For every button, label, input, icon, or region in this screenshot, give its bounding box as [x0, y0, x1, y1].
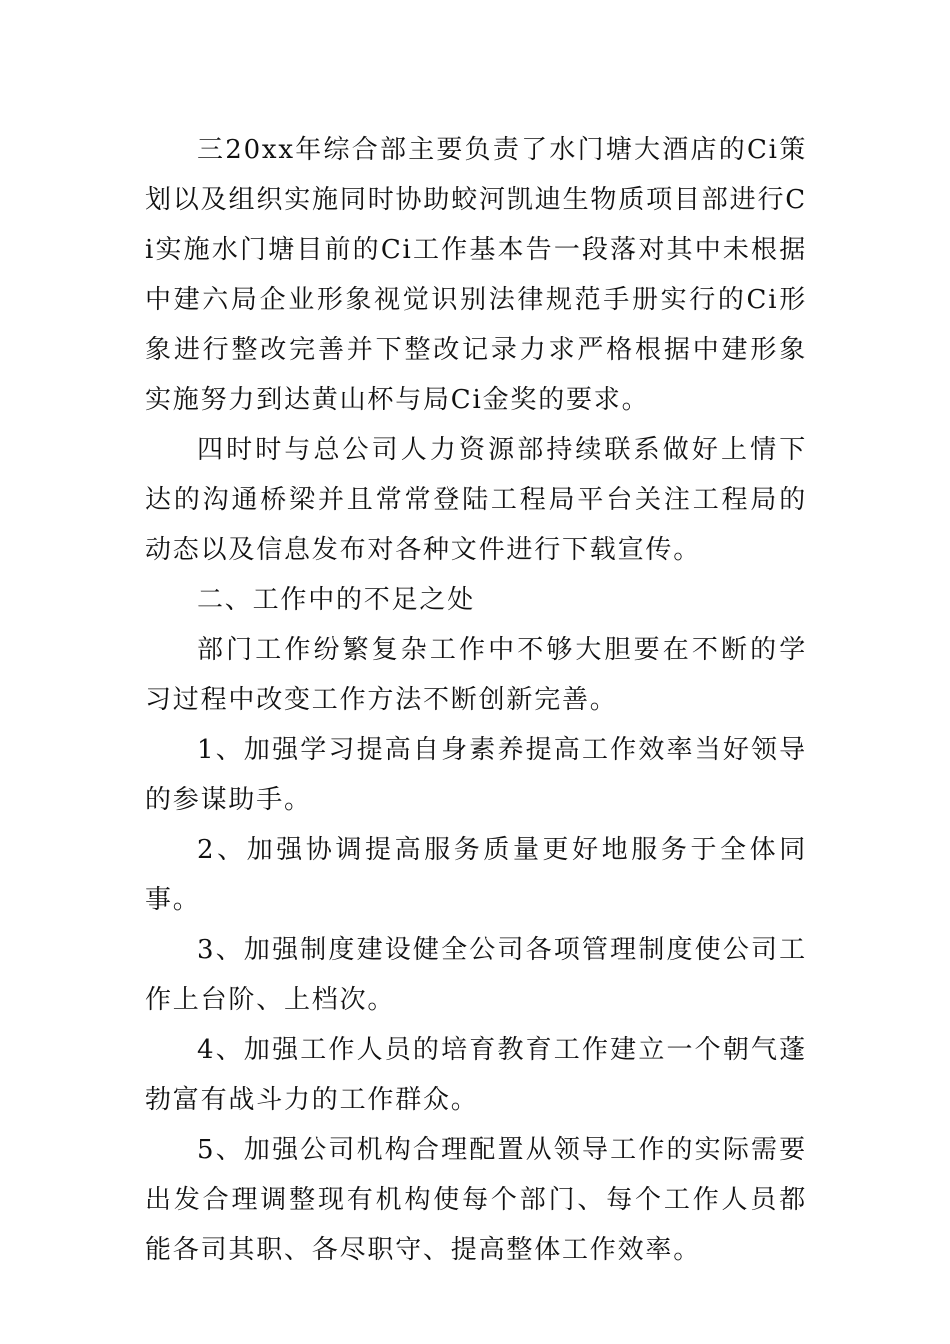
- list-item-3: 3、加强制度建设健全公司各项管理制度使公司工作上台阶、上档次。: [145, 935, 807, 1015]
- list-item-1: 1、加强学习提高自身素养提高工作效率当好领导的参谋助手。: [145, 735, 807, 815]
- document-body: [145, 125, 807, 1275]
- list-item-5: 5、加强公司机构合理配置从领导工作的实际需要出发合理调整现有机构使每个部门、每个工作人员都能各司其职、各尽职守、提高整体工作效率。: [145, 1135, 807, 1265]
- list-item-2: 2、加强协调提高服务质量更好地服务于全体同事。: [145, 835, 807, 915]
- paragraph-hr-liaison: 四时时与总公司人力资源部持续联系做好上情下达的沟通桥梁并且常常登陆工程局平台关注工程局的动态以及信息发布对各种文件进行下载宣传。: [145, 435, 807, 565]
- section-heading-shortcomings: 二、工作中的不足之处: [197, 585, 476, 615]
- paragraph-shortcomings: 部门工作纷繁复杂工作中不够大胆要在不断的学习过程中改变工作方法不断创新完善。: [145, 635, 807, 715]
- paragraph-ci-planning: 三20xx年综合部主要负责了水门塘大酒店的Ci策划以及组织实施同时协助蛟河凯迪生物质项目部进行Ci实施水门塘目前的Ci工作基本告一段落对其中未根据中建六局企业形象视觉识别法律规范手册实行的Ci形象进行整改完善并下整改记录力求严格根据中建形象实施努力到达黄山杯与局Ci金奖的要求。: [145, 135, 807, 415]
- list-item-4: 4、加强工作人员的培育教育工作建立一个朝气蓬勃富有战斗力的工作群众。: [145, 1035, 807, 1115]
